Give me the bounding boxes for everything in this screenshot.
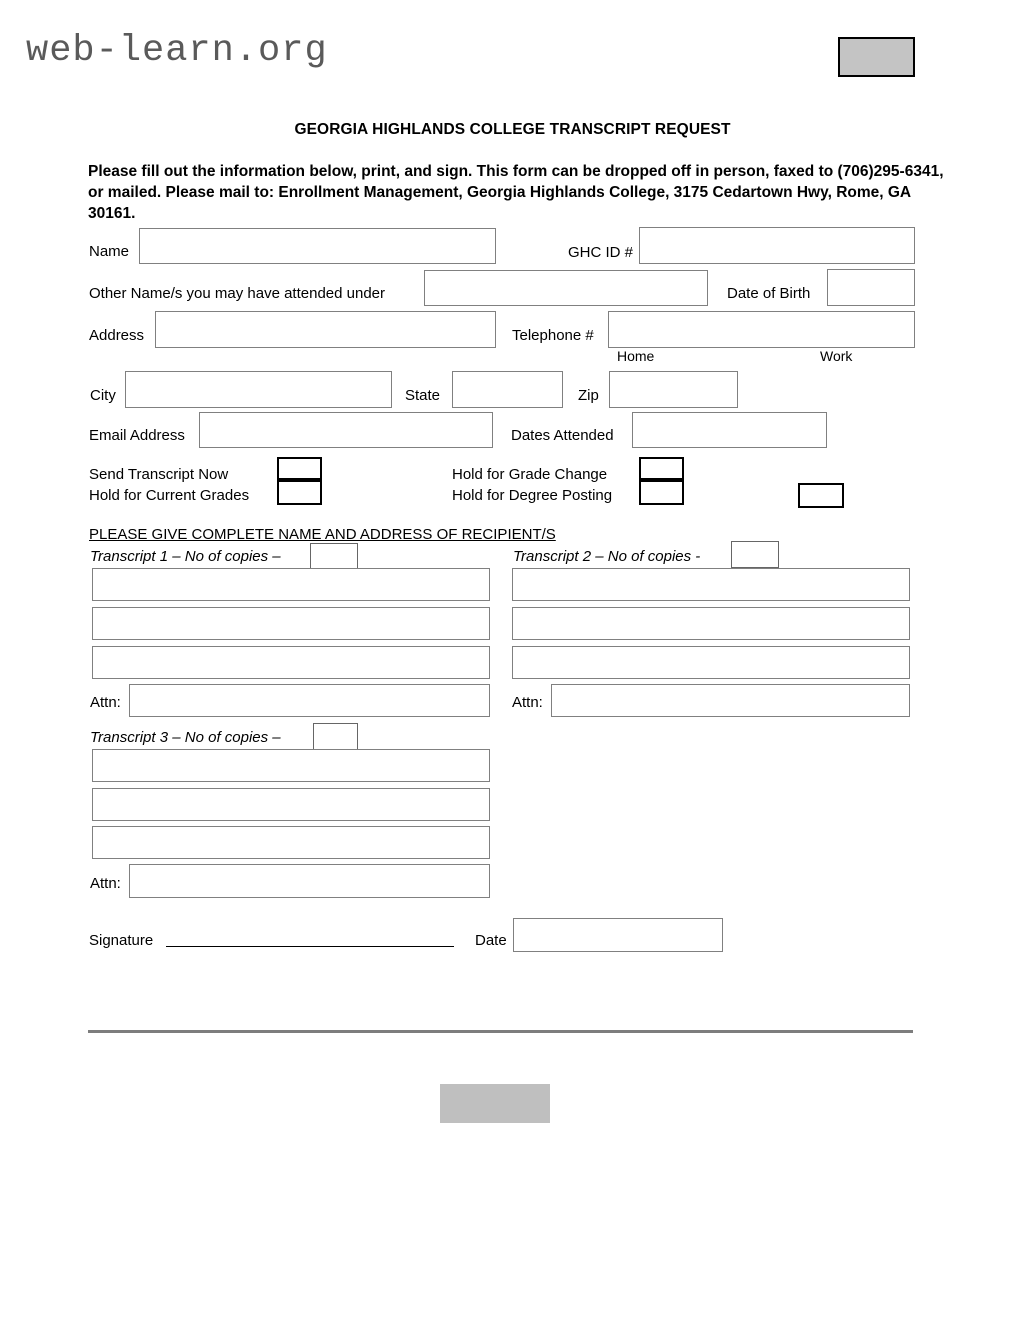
checkbox-hold-for-grade-change[interactable]	[639, 457, 684, 480]
input-date[interactable]	[513, 918, 723, 952]
label-date: Date	[475, 932, 507, 949]
label-other-names: Other Name/s you may have attended under	[89, 285, 386, 302]
input-city[interactable]	[125, 371, 392, 408]
site-wordmark: web-learn.org	[26, 30, 328, 72]
label-name: Name	[89, 243, 130, 260]
input-transcript-1-address-line-3[interactable]	[92, 646, 490, 679]
label-state: State	[405, 387, 441, 404]
page-title: GEORGIA HIGHLANDS COLLEGE TRANSCRIPT REQUEST	[294, 121, 731, 138]
label-dates-attended: Dates Attended	[511, 427, 614, 444]
label-transcript-3-attn: Attn:	[90, 875, 121, 892]
input-zip[interactable]	[609, 371, 738, 408]
input-dates-attended[interactable]	[632, 412, 827, 448]
label-telephone-work: Work	[820, 348, 853, 364]
header-ad-slot[interactable]	[838, 37, 915, 77]
footer-ad-slot[interactable]	[440, 1084, 550, 1123]
input-date-of-birth[interactable]	[827, 269, 915, 306]
input-state[interactable]	[452, 371, 563, 408]
label-email-address: Email Address	[89, 427, 185, 444]
input-transcript-2-copies[interactable]	[731, 541, 779, 568]
label-transcript-1-attn: Attn:	[90, 694, 121, 711]
label-transcript-2-attn: Attn:	[512, 694, 543, 711]
label-hold-for-degree-posting: Hold for Degree Posting	[452, 487, 613, 504]
input-transcript-1-address-line-2[interactable]	[92, 607, 490, 640]
label-address: Address	[89, 327, 145, 344]
input-transcript-2-address-line-1[interactable]	[512, 568, 910, 601]
checkbox-hold-for-degree-posting[interactable]	[639, 480, 684, 505]
label-hold-for-current-grades: Hold for Current Grades	[89, 487, 250, 504]
input-transcript-1-address-line-1[interactable]	[92, 568, 490, 601]
site-header	[0, 0, 1025, 100]
label-transcript-1: Transcript 1 – No of copies –	[90, 548, 281, 565]
input-transcript-1-copies[interactable]	[310, 543, 358, 569]
label-transcript-2: Transcript 2 – No of copies -	[513, 548, 701, 565]
input-email-address[interactable]	[199, 412, 493, 448]
label-zip: Zip	[578, 387, 599, 404]
checkbox-hold-for-current-grades[interactable]	[277, 480, 322, 505]
checkbox-send-transcript-now[interactable]	[277, 457, 322, 480]
signature-line[interactable]	[166, 946, 454, 947]
input-address[interactable]	[155, 311, 496, 348]
input-transcript-3-address-line-3[interactable]	[92, 826, 490, 859]
input-transcript-2-attn[interactable]	[551, 684, 910, 717]
input-transcript-3-address-line-2[interactable]	[92, 788, 490, 821]
footer-divider	[88, 1030, 913, 1033]
input-transcript-3-attn[interactable]	[129, 864, 490, 898]
label-date-of-birth: Date of Birth	[727, 285, 811, 302]
label-telephone-home: Home	[617, 348, 655, 364]
input-transcript-2-address-line-2[interactable]	[512, 607, 910, 640]
label-transcript-3: Transcript 3 – No of copies –	[90, 729, 281, 746]
input-transcript-3-copies[interactable]	[313, 723, 358, 750]
input-name[interactable]	[139, 228, 496, 264]
label-hold-for-grade-change: Hold for Grade Change	[452, 466, 608, 483]
label-city: City	[90, 387, 116, 404]
input-ghc-id[interactable]	[639, 227, 915, 264]
input-transcript-3-address-line-1[interactable]	[92, 749, 490, 782]
checkbox-unlabeled[interactable]	[798, 483, 844, 508]
input-transcript-2-address-line-3[interactable]	[512, 646, 910, 679]
recipients-heading: PLEASE GIVE COMPLETE NAME AND ADDRESS OF RECIPIENT/S	[89, 526, 556, 543]
input-transcript-1-attn[interactable]	[129, 684, 490, 717]
input-other-names[interactable]	[424, 270, 708, 306]
label-send-transcript-now: Send Transcript Now	[89, 466, 229, 483]
label-telephone: Telephone #	[512, 327, 594, 344]
input-telephone[interactable]	[608, 311, 915, 348]
label-ghc-id: GHC ID #	[568, 244, 634, 261]
label-signature: Signature	[89, 932, 154, 949]
form-page	[0, 100, 1025, 1327]
form-instructions: Please fill out the information below, print, and sign. This form can be dropped off in person, faxed to (706)295-6341, or mailed. Please mail to: Enrollment Management, Georgia Highlands College, 3175 Cedartown Hwy, Rome, GA 30161.	[88, 163, 944, 222]
